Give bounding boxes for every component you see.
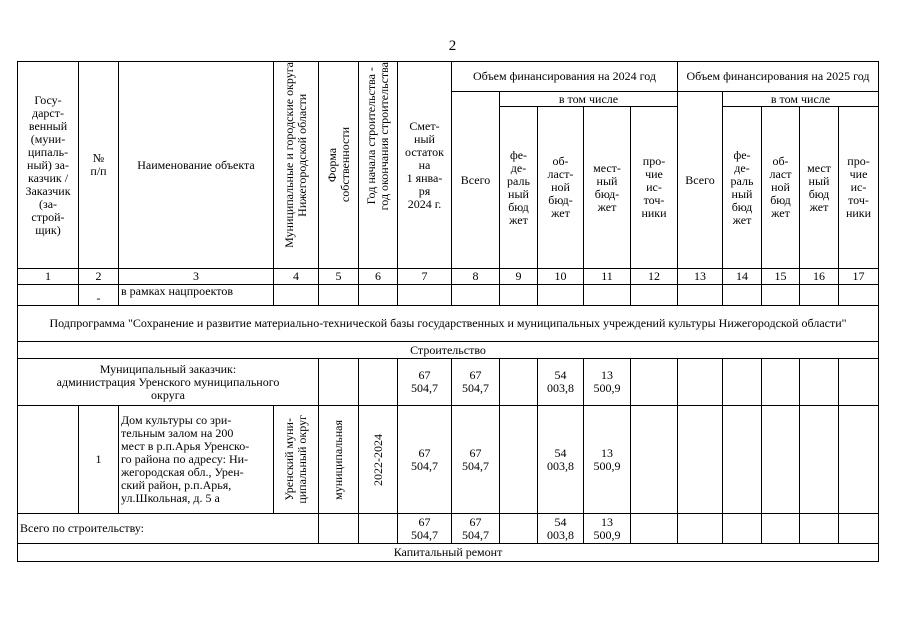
header-federal-2024: фе- де- раль ный бюд жет [500,107,538,269]
subprogram-title: Подпрограмма "Сохранение и развитие материально-технической базы государственных и муниципальных учреждений культуры Нижегородской области" [18,306,879,342]
customer-balance: 67 504,7 [398,359,452,406]
col-num: 6 [359,269,398,285]
header-regional-2024: об- ласт- ной бюд- жет [538,107,584,269]
capital-repair-section-title: Капитальный ремонт [18,544,879,562]
col-num: 4 [274,269,319,285]
total-local-2024: 13 500,9 [584,514,631,544]
total-2024: 67 504,7 [452,514,500,544]
item-name: Дом культуры со зри- тельным залом на 200 мест в р.п.Арья Уренско- го района по адресу: Ни- жегородская обл., Урен- ский район, р.п.Арья, ул.Школьная, д. 5 а [119,406,274,514]
header-ownership-form: Форма собственности [319,62,359,269]
header-federal-2025: фе- де- раль ный бюд жет [723,107,762,269]
item-num: 1 [79,406,119,514]
col-num: 2 [79,269,119,285]
financing-table [17,61,879,562]
construction-section-row [18,342,879,359]
col-num: 9 [500,269,538,285]
header-municipal-district: Муниципальные и городские округа Нижегородской области [274,62,319,269]
col-num: 13 [678,269,723,285]
customer-label: Муниципальный заказчик: администрация Уренского муниципального округа [18,359,319,406]
header-row-1 [18,62,879,92]
item-years: 2022-2024 [359,406,398,514]
col-num: 7 [398,269,452,285]
header-funding-2025: Объем финансирования на 2025 год [678,62,879,92]
header-num: № п/п [79,62,119,269]
header-estimated-balance: Смет- ный остаток на 1 янва- ря 2024 г. [398,62,452,269]
col-num: 17 [839,269,879,285]
item-district: Уренский муни- ципальный округ [274,406,319,514]
item-ownership: муниципальная [319,406,359,514]
col-num: 5 [319,269,359,285]
col-num: 3 [119,269,274,285]
total-regional-2024: 54 003,8 [538,514,584,544]
capital-repair-section-row [18,544,879,562]
natsproject-row [18,285,879,306]
header-total-2025: Всего [678,92,723,269]
item-balance: 67 504,7 [398,406,452,514]
item-regional-2024: 54 003,8 [538,406,584,514]
item-local-2024: 13 500,9 [584,406,631,514]
header-including-2024: в том числе [500,92,678,107]
customer-row [18,359,879,406]
construction-section-title: Строительство [18,342,879,359]
total-construction-label: Всего по строительству: [18,514,319,544]
col-num: 16 [800,269,839,285]
header-funding-2024: Объем финансирования на 2024 год [452,62,678,92]
subprogram-row [18,306,879,342]
header-object-name: Наименование объекта [119,62,274,269]
col-num: 8 [452,269,500,285]
header-total-2024: Всего [452,92,500,269]
natsproject-label: в рамках нацпроектов [119,285,274,306]
customer-total-2024: 67 504,7 [452,359,500,406]
customer-local-2024: 13 500,9 [584,359,631,406]
header-construction-years: Год начала строительства - год окончания строительства [359,62,398,269]
header-regional-2025: об- ласт ной бюд жет [762,107,800,269]
natsproject-dash: - [79,285,119,306]
col-num: 10 [538,269,584,285]
col-num: 1 [18,269,79,285]
header-local-2024: мест- ный бюд- жет [584,107,631,269]
customer-regional-2024: 54 003,8 [538,359,584,406]
header-other-2024: про- чие ис- точ- ники [631,107,678,269]
col-num: 12 [631,269,678,285]
header-including-2025: в том числе [723,92,879,107]
col-num: 11 [584,269,631,285]
col-num: 14 [723,269,762,285]
col-num: 15 [762,269,800,285]
item-total-2024: 67 504,7 [452,406,500,514]
header-customer: Госу- дарст- венный (муни- ципаль- ный) за- казчик / Заказчик (за- строй- щик) [18,62,79,269]
header-local-2025: мест ный бюд жет [800,107,839,269]
column-number-row [18,269,879,285]
header-other-2025: про- чие ис- точ- ники [839,107,879,269]
item-row [18,406,879,514]
page-number: 2 [448,38,457,54]
total-balance: 67 504,7 [398,514,452,544]
total-construction-row [18,514,879,544]
